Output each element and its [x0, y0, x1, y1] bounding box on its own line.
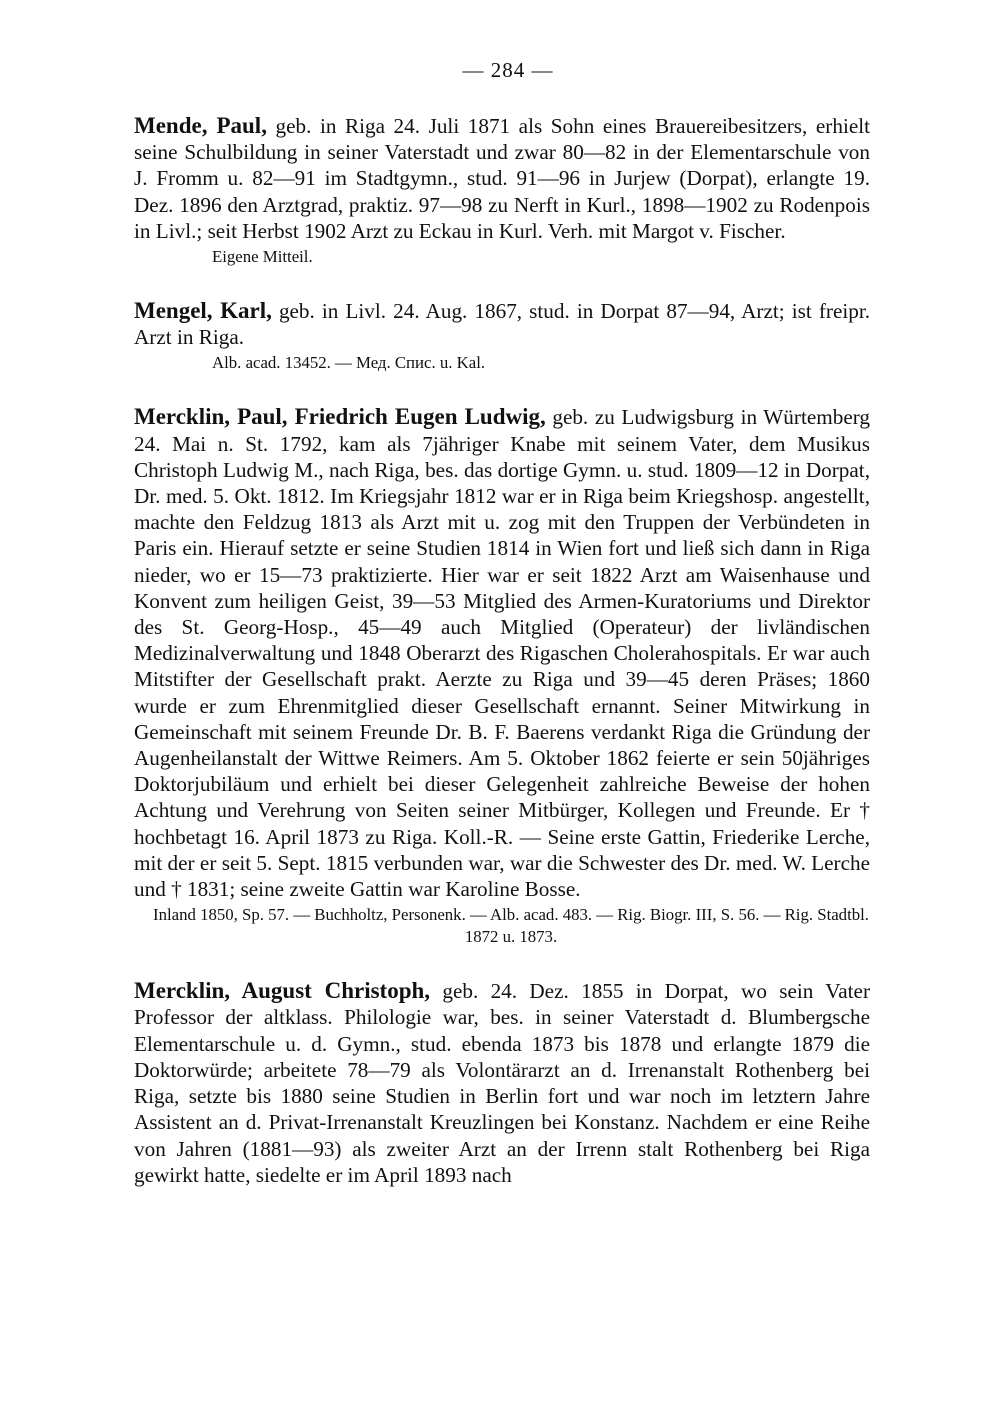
- entry-paragraph: [134, 404, 870, 902]
- entry-paragraph: [134, 113, 870, 244]
- entry-mercklin-paul: [134, 404, 870, 948]
- entry-text: geb. in Riga 24. Juli 1871 als Sohn eines Brauereibesitzers, erhielt seine Schulbildung in seiner Vaterstadt und zwar 80—82 in der Elementarschule von J. Fromm u. 82—91 im Stadtgymn., stud. 91—96 in Jurjew (Dorpat), erlangte 19. Dez. 1896 den Arztgrad, praktiz. 97—98 zu Nerft in Kurl., 1898—1902 zu Rodenpois in Livl.; seit Herbst 1902 Arzt zu Eckau in Kurl. Verh. mit Margot v. Fischer.: [134, 114, 871, 243]
- entry-source: Inland 1850, Sp. 57. — Buchholtz, Personenk. — Alb. acad. 483. — Rig. Biogr. III, S. 56. — Rig. Stadtbl. 1872 u. 1873.: [153, 905, 869, 947]
- entry-mende: [134, 113, 870, 268]
- entry-text: geb. zu Ludwigsburg in Würtemberg 24. Mai n. St. 1792, kam als 7jähriger Knabe mit seinem Vater, dem Musikus Christoph Ludwig M., nach Riga, bes. das dortige Gymn. u. stud. 1809—12 in Dorpat, Dr. med. 5. Okt. 1812. Im Kriegsjahr 1812 war er in Riga beim Kriegshosp. angestellt, machte den Feldzug 1813 als Arzt mit u. zog mit den Truppen der Verbündeten in Paris ein. Hierauf setzte er seine Studien 1814 in Wien fort und ließ sich dann in Riga nieder, wo er 15—73 praktizierte. Hier war er seit 1822 Arzt am Waisenhause und Konvent zum heiligen Geist, 39—53 Mitglied des Armen-Kuratoriums und Direktor des St. Georg-Hosp., 45—49 auch Mitglied (Operateur) der livländischen Medizinalverwaltung und 1848 Oberarzt des Rigaschen Cholerahospitals. Er war auch Mitstifter der Gesellschaft prakt. Aerzte zu Riga und 39—45 deren Präses; 1860 wurde er zum Ehrenmitglied dieser Gesellschaft ernannt. Seiner Mitwirkung in Gemeinschaft mit seinem Freunde Dr. B. F. Baerens verdankt Riga die Gründung der Augenheilanstalt der Wittwe Reimers. Am 5. Oktober 1862 feierte er sein 50jähriges Doktorjubiläum und erhielt bei dieser Gelegenheit zahlreiche Beweise der hohen Achtung und Verehrung von Seiten seiner Mitbürger, Kollegen und Freunde. Er † hochbetagt 16. April 1873 zu Riga. Koll.-R. — Seine erste Gattin, Friederike Lerche, mit der er seit 5. Sept. 1815 verbunden war, war die Schwester des Dr. med. W. Lerche und † 1831; seine zweite Gattin war Karoline Bosse.: [134, 405, 870, 902]
- entry-paragraph: [134, 298, 870, 350]
- entry-headword: Mende, Paul,: [134, 113, 267, 138]
- entry-text: geb. in Livl. 24. Aug. 1867, stud. in Dorpat 87—94, Arzt; ist freipr. Arzt in Riga.: [134, 299, 871, 350]
- entry-paragraph: [134, 978, 870, 1188]
- entry-text: geb. 24. Dez. 1855 in Dorpat, wo sein Vater Professor der altklass. Philologie war, bes. in seiner Vaterstadt d. Blumbergsche Elementarschule u. d. Gymn., stud. ebenda 1873 bis 1878 und erlangte 1879 die Doktorwürde; arbeitete 78—79 als Volontärarzt an d. Irrenanstalt Rothenberg bei Riga, setzte bis 1880 seine Studien in Berlin fort und war noch im letztern Jahre Assistent an d. Privat-Irrenanstalt Kreuzlingen bei Konstanz. Nachdem er eine Reihe von Jahren (1881—93) als zweiter Arzt an der Irrenn stalt Rothenberg bei Riga gewirkt hatte, siedelte er im April 1893 nach: [134, 979, 871, 1187]
- entry-source: Alb. acad. 13452. — Мед. Спис. u. Kal.: [212, 353, 486, 373]
- page-number: — 284 —: [462, 58, 554, 82]
- entry-source: Eigene Mitteil.: [212, 247, 313, 267]
- entry-headword: Mercklin, August Christoph,: [134, 978, 431, 1004]
- entry-mengel: [134, 298, 870, 374]
- page: [134, 58, 870, 1218]
- entry-headword: Mengel, Karl,: [134, 298, 272, 324]
- entry-mercklin-august: [134, 978, 870, 1188]
- entry-headword: Mercklin, Paul, Friedrich Eugen Ludwig,: [134, 404, 546, 430]
